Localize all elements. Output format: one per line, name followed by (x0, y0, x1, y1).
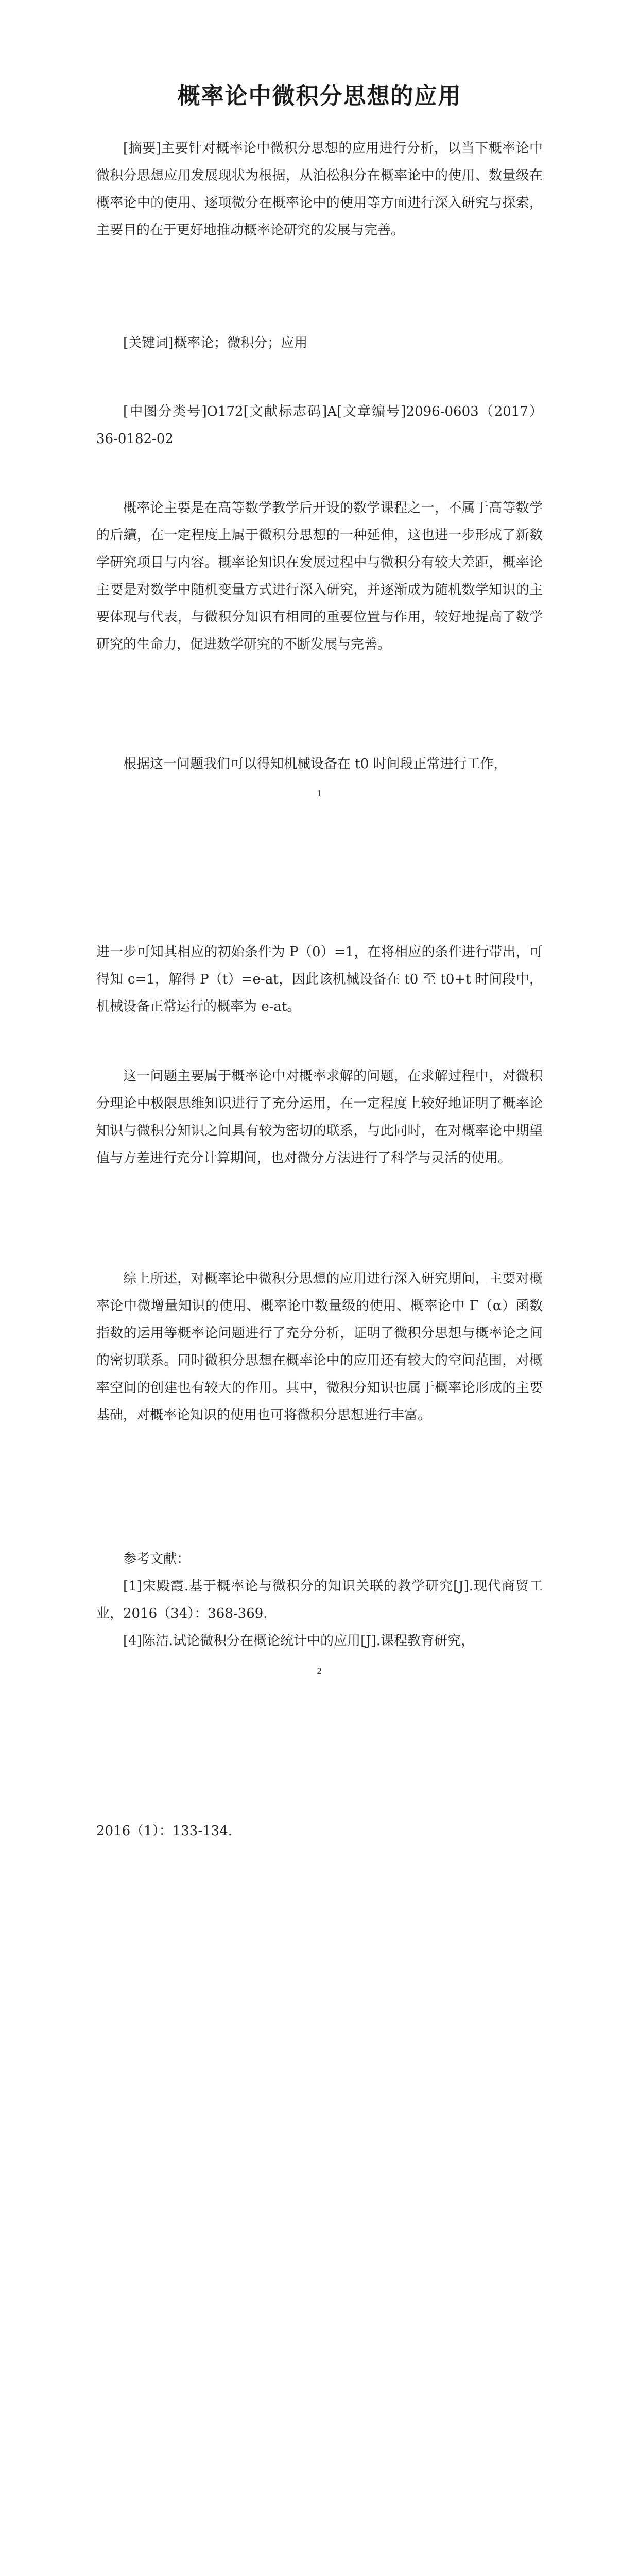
body-paragraph-4: 这一问题主要属于概率论中对概率求解的问题，在求解过程中，对微积分理论中极限思维知识进行了充分运用，在一定程度上较好地证明了概率论知识与微积分知识之间具有较为密切的联系，与此同时，在对概率论中期望值与方差进行充分计算期间，也对微分方法进行了科学与灵活的使用。 (96, 1069, 543, 1166)
reference-item-2-start: [4]陈洁.试论微积分在概论统计中的应用[J].课程教育研究， (123, 1633, 475, 1649)
conclusion-paragraph: 综上所述，对概率论中微积分思想的应用进行深入研究期间，主要对概率论中微增量知识的使用、概率论中数量级的使用、概率论中 Γ（α）函数指数的运用等概率论问题进行了充分分析，证明了微积分思想与概率论之间的密切联系。同时微积分思想在概率论中的应用还有较大的空间范围，对概率空间的创建也有较大的作用。其中，微积分知识也属于概率论形成的主要基础，对概率论知识的使用也可将微积分思想进行丰富。 (96, 1271, 543, 1423)
reference-item-1: [1]宋殿霞.基于概率论与微积分的知识关联的教学研究[J].现代商贸工业，2016（34）：368-369. (96, 1579, 543, 1621)
reference-item-2-end: 2016（1）：133-134. (96, 1823, 233, 1839)
page-number-2: 2 (317, 1666, 322, 1676)
body-paragraph-1: 概率论主要是在高等数学教学后开设的数学课程之一，不属于高等数学的后續，在一定程度上属于微积分思想的一种延伸，这也进一步形成了新数学研究项目与内容。概率论知识在发展过程中与微积分有较大差距，概率论主要是对数学中随机变量方式进行深入研究，并逐渐成为随机数学知识的主要体现与代表，与微积分知识有相同的重要位置与作用，较好地提高了数学研究的生命力，促进数学研究的不断发展与完善。 (96, 500, 543, 652)
body-paragraph-2: 根据这一问题我们可以得知机械设备在 t0 时间段正常进行工作， (123, 756, 507, 772)
references-heading: 参考文献： (123, 1551, 191, 1567)
body-paragraph-3: 进一步可知其相应的初始条件为 P（0）=1，在将相应的条件进行带出，可得知 c=1，解得 P（t）=e-at，因此该机械设备在 t0 至 t0+t 时间段中，机械设备正常运行的概率为 e-at。 (96, 944, 543, 1014)
classification-info: [中图分类号]O172[文献标志码]A[文章编号]2096-0603（2017）36-0182-02 (96, 404, 543, 447)
abstract: [摘要]主要针对概率论中微积分思想的应用进行分析，以当下概率论中微积分思想应用发展现状为根据，从泊松积分在概率论中的使用、数量级在概率论中的使用、逐项微分在概率论中的使用等方面进行深入研究与探索，主要目的在于更好地推动概率论研究的发展与完善。 (96, 141, 543, 238)
paper-title: 概率论中微积分思想的应用 (177, 83, 462, 109)
page-number-1: 1 (317, 789, 322, 799)
keywords: [关键词]概率论；微积分；应用 (123, 335, 308, 351)
